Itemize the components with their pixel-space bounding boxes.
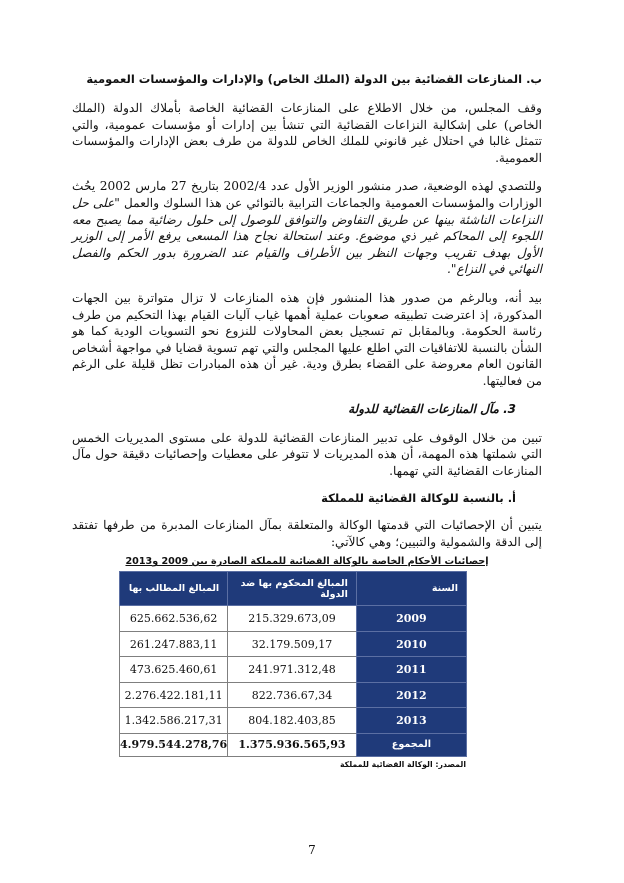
cell-judged: 822.736.67,34 [228, 682, 357, 708]
table-row [120, 657, 467, 683]
table-row [120, 682, 467, 708]
table-total-row [120, 733, 467, 756]
paragraph-2-intro: وللتصدي لهذه الوضعية، صدر منشور الوزير الأول عدد 2002/4 بتاريخ 27 مارس 2002 يحُث الوزارات والمؤسسات العمومية والجماعات الترابية بالتوائي عن هذا السلوك والعمل [72, 179, 542, 210]
cell-total-label: المجموع [356, 733, 466, 756]
paragraph-1: وقف المجلس، من خلال الاطلاع على المنازعات القضائية الخاصة بأملاك الدولة (الملك الخاص) على إشكالية النزاعات القضائية التي تنشأ بين إدارات أو مؤسسات عمومية، والتي تتمثل غالبا في احتلال غير قانوني للملك الخاص للدولة من طرف بعض الإدارات والمؤسسات العمومية. [72, 101, 542, 165]
cell-year: 2009 [356, 606, 466, 632]
table-caption: إحصائيات الأحكام الخاصة بالوكالة القضائية للمملكة الصادرة بين 2009 و2013 [125, 556, 489, 568]
paragraph-2-quote: "على حل النزاعات الناشئة بينها عن طريق التفاوض والتوافق للوصول إلى حلول رضائية مما يصبح معه اللجوء إلى المحاكم غير ذي موضوع. وعند استحالة نجاح هذا المسعى يرفع الأمر إلى الوزير الأول بهدف تقريب وجهات النظر بين الأطراف والقيام عند الضرورة بدور الحكم والفصل النهائي في النزاع". [72, 195, 542, 277]
cell-judged: 215.329.673,09 [228, 606, 357, 632]
paragraph-2 [72, 178, 542, 278]
cell-year: 2011 [356, 657, 466, 683]
cell-claimed: 2.276.422.181,11 [120, 682, 228, 708]
cell-claimed: 625.662.536,62 [120, 606, 228, 632]
cell-total-judged: 1.375.936.565,93 [228, 733, 357, 756]
section-heading-b: ب. المنازعات القضائية بين الدولة (الملك الخاص) والإدارات والمؤسسات العمومية [86, 72, 542, 86]
cell-judged: 32.179.509,17 [228, 631, 357, 657]
table-header-row [120, 572, 467, 606]
judgments-table [119, 571, 467, 757]
cell-judged: 241.971.312,48 [228, 657, 357, 683]
header-year: السنة [356, 572, 466, 606]
cell-claimed: 1.342.586.217,31 [120, 708, 228, 734]
cell-total-claimed: 4.979.544.278,76 [120, 733, 228, 756]
paragraph-4: تبين من خلال الوقوف على تدبير المنازعات القضائية للدولة على مستوى المديريات الخمس التي شملتها هذه المهمة، أن هذه المديريات لا تتوفر على معطيات وإحصائيات دقيقة حول مآل المنازعات القضائية التي تهمها. [72, 430, 542, 478]
header-claimed: المبالغ المطالب بها [120, 572, 228, 606]
header-judged: المبالغ المحكوم بها ضد الدولة [228, 572, 357, 606]
table-row [120, 606, 467, 632]
cell-year: 2010 [356, 631, 466, 657]
cell-year: 2013 [356, 708, 466, 734]
table-row [120, 631, 467, 657]
subsection-heading-a: أ. بالنسبة للوكالة القضائية للمملكة [321, 491, 516, 506]
cell-year: 2012 [356, 682, 466, 708]
paragraph-3: بيد أنه، وبالرغم من صدور هذا المنشور فإن هذه المنازعات لا تزال متواترة بين الجهات المذكورة، إذ اعترضت تطبيقه صعوبات عملية أهمها غياب آليات القيام بهذا التحكيم من طرف رئاسة الحكومة. وبالمقابل تم تسجيل بعض المحاولات للنزوع نحو التسويات الودية كما هو الشأن بالنسبة للاتفاقيات التي اطلع عليها المجلس والتي تهم تسوية قضايا في مواجهة أشخاص القانون العام معروضة على القضاء بطرق ودية. غير أن هذه المبادرات تظل قليلة على الرغم من فعاليتها. [72, 290, 542, 388]
page-number: 7 [308, 843, 316, 857]
table-row [120, 708, 467, 734]
cell-claimed: 261.247.883,11 [120, 631, 228, 657]
cell-claimed: 473.625.460,61 [120, 657, 228, 683]
paragraph-5: يتبين أن الإحصائيات التي قدمتها الوكالة والمتعلقة بمآل المنازعات المدبرة من طرفها تفتقد إلى الدقة والشمولية والتبيين؛ وهي كالآتي: [72, 518, 542, 549]
section-heading-3: 3. مآل المنازعات القضائية للدولة [348, 401, 516, 416]
table-source: المصدر: الوكالة القضائية للمملكة [339, 759, 466, 769]
cell-judged: 804.182.403,85 [228, 708, 357, 734]
